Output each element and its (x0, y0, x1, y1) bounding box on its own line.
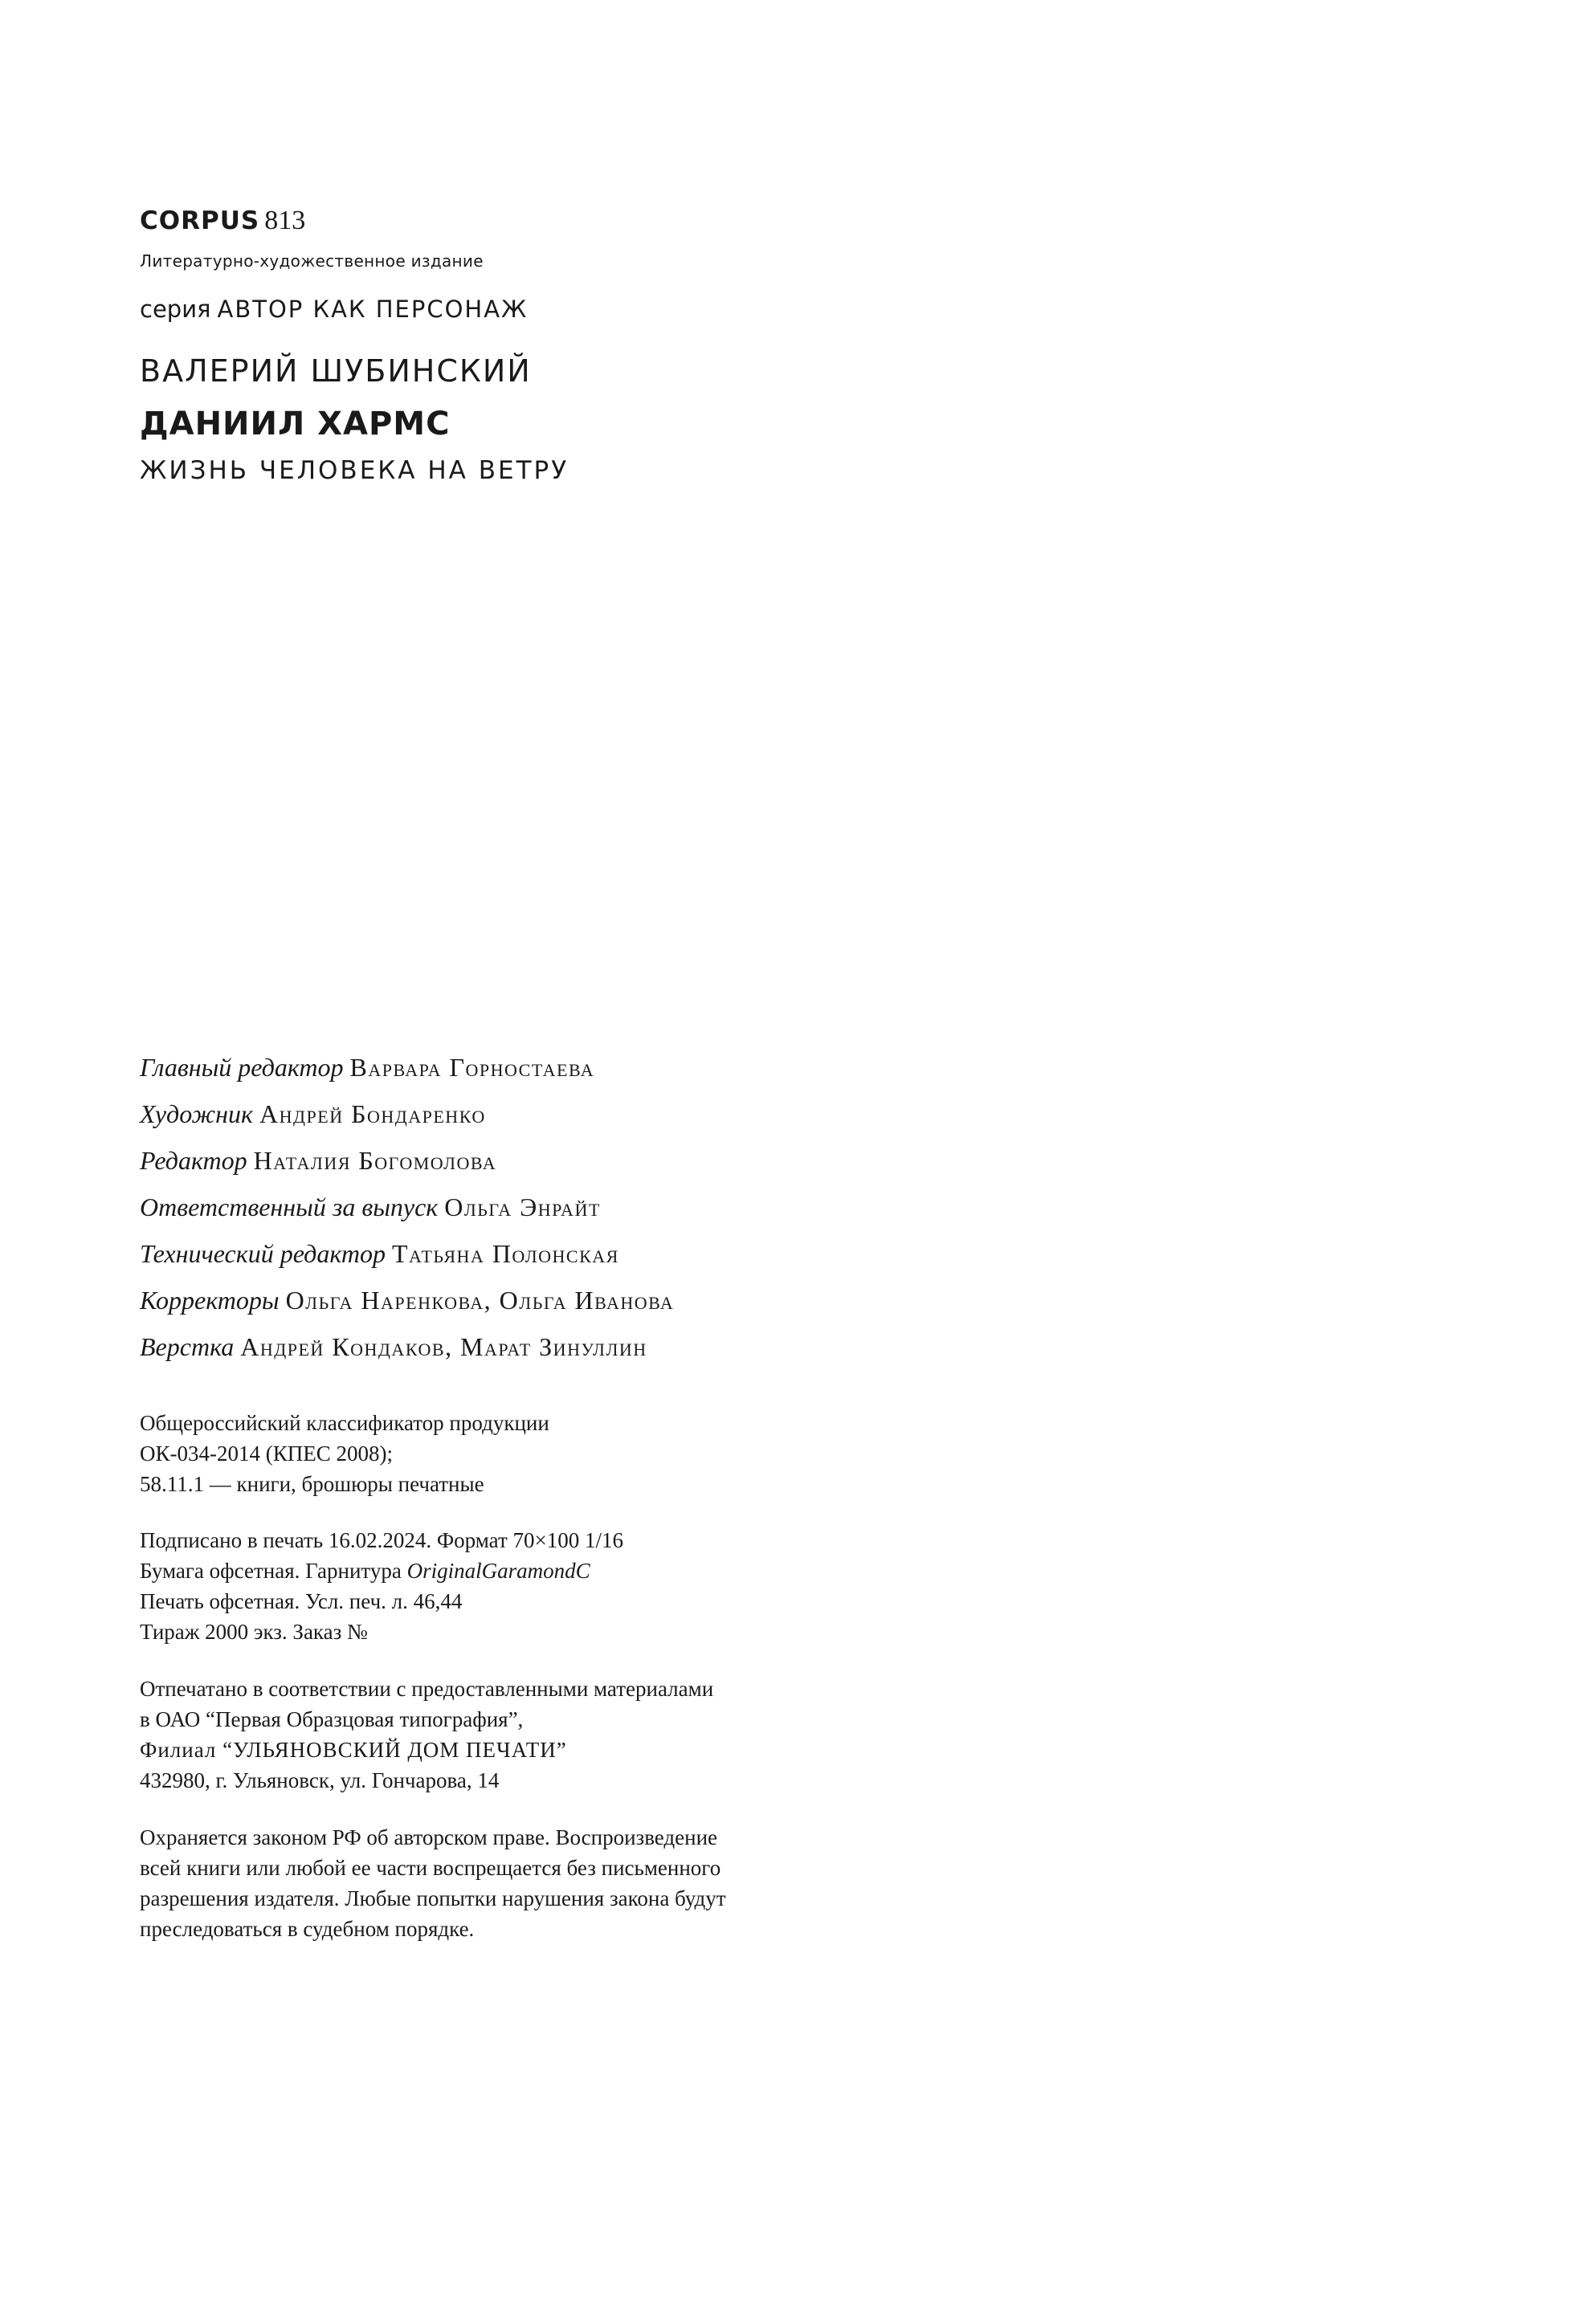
credit-role: Верстка (140, 1332, 235, 1361)
credit-name: Ольга Наренкова, Ольга Иванова (285, 1286, 675, 1315)
printer-line: в ОАО “Первая Образцовая типография”, (140, 1707, 524, 1731)
credit-line (140, 1323, 1184, 1370)
copyright-line: Охраняется законом РФ об авторском праве. Воспроизведение (140, 1825, 718, 1849)
printer-line: Филиал “УЛЬЯНОВСКИЙ ДОМ ПЕЧАТИ” (140, 1738, 567, 1762)
credit-name: Андрей Кондаков, Марат Зинуллин (240, 1332, 647, 1361)
credit-name: Наталия Богомолова (253, 1146, 497, 1175)
credit-line (140, 1091, 1184, 1137)
series-header (140, 205, 1104, 237)
printer-line: 432980, г. Ульяновск, ул. Гончарова, 14 (140, 1768, 500, 1792)
credit-name: Андрей Бондаренко (259, 1099, 486, 1128)
series-name: АВТОР КАК ПЕРСОНАЖ (217, 296, 529, 323)
credit-role: Редактор (140, 1146, 247, 1175)
print-info-line (140, 1555, 943, 1586)
copyright-block (140, 1822, 943, 1944)
series-line (140, 296, 528, 323)
corpus-line (140, 205, 1104, 237)
credit-line (140, 1277, 1184, 1323)
credit-line (140, 1184, 1184, 1230)
credit-role: Ответственный за выпуск (140, 1193, 439, 1221)
publisher-brand: CORPUS (140, 206, 260, 235)
credit-role: Технический редактор (140, 1239, 386, 1268)
classifier-block (140, 1408, 943, 1499)
edition-type: Литературно-художественное издание (140, 251, 484, 271)
series-prefix: серия (140, 296, 211, 323)
credit-name: Татьяна Полонская (391, 1239, 619, 1268)
print-info-line: Подписано в печать 16.02.2024. Формат 70×100 1/16 (140, 1528, 623, 1552)
copyright-line: разрешения издателя. Любые попытки нарушения закона будут (140, 1886, 726, 1910)
classifier-line: 58.11.1 — книги, брошюры печатные (140, 1472, 484, 1496)
paper-typeface-label: Бумага офсетная. Гарнитура (140, 1559, 407, 1583)
classifier-line: ОК-034-2014 (КПЕС 2008); (140, 1441, 393, 1466)
print-info-line: Тираж 2000 экз. Заказ № (140, 1620, 368, 1644)
classifier-line: Общероссийский классификатор продукции (140, 1411, 549, 1435)
book-subtitle: ЖИЗНЬ ЧЕЛОВЕКА НА ВЕТРУ (140, 456, 570, 485)
copyright-line: всей книги или любой ее части воспрещается без письменного (140, 1856, 721, 1880)
copyright-line: преследоваться в судебном порядке. (140, 1917, 475, 1941)
credit-role: Корректоры (140, 1286, 280, 1315)
credit-line (140, 1230, 1184, 1277)
credit-role: Главный редактор (140, 1053, 344, 1082)
book-author: ВАЛЕРИЙ ШУБИНСКИЙ (140, 353, 532, 389)
series-number: 813 (264, 206, 306, 235)
print-info-block (140, 1525, 943, 1647)
print-info-line: Печать офсетная. Усл. печ. л. 46,44 (140, 1589, 463, 1613)
credit-name: Ольга Энрайт (444, 1193, 601, 1221)
printer-block (140, 1674, 943, 1796)
typeface-name: OriginalGaramondC (406, 1559, 590, 1583)
credit-line (140, 1044, 1184, 1091)
credit-role: Художник (140, 1099, 254, 1128)
credit-line (140, 1137, 1184, 1184)
book-title: ДАНИИЛ ХАРМС (140, 406, 451, 442)
credit-name: Варвара Горностаева (349, 1053, 595, 1082)
credits-list (140, 1044, 1184, 1370)
printer-line: Отпечатано в соответствии с предоставленными материалами (140, 1677, 714, 1701)
